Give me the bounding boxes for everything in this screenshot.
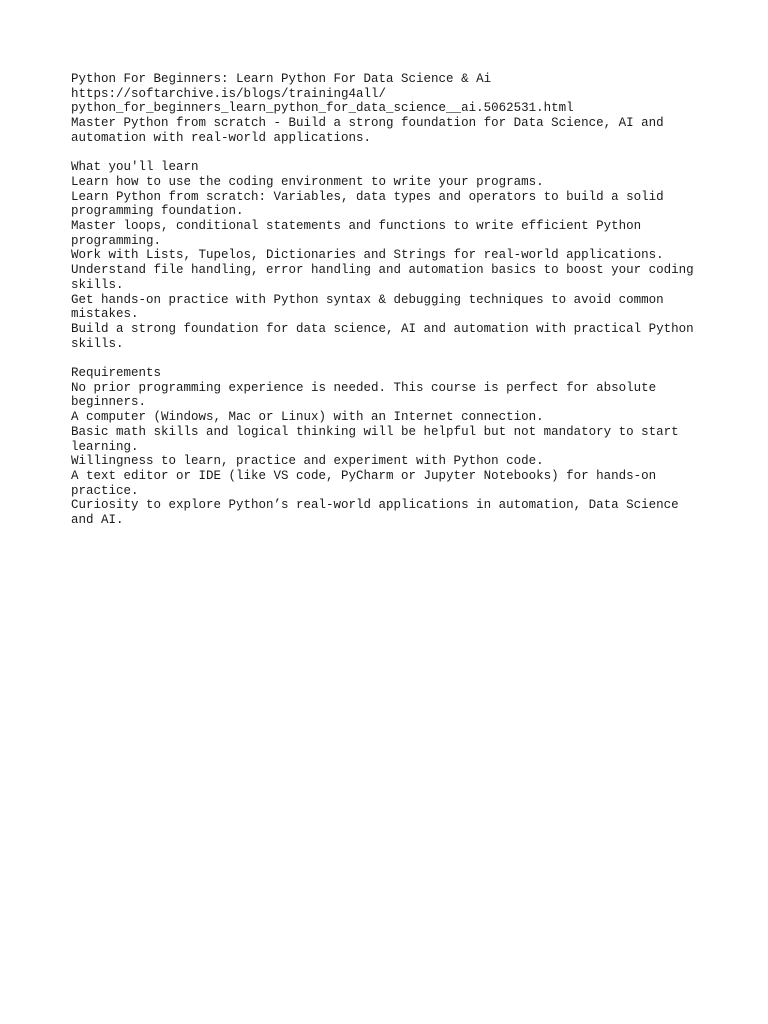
learn-item-line: Build a strong foundation for data science, AI and automation with practical Python (71, 321, 694, 336)
learn-item-line: skills. (71, 336, 124, 351)
requirements-heading: Requirements (71, 366, 162, 381)
paragraph-spacer (71, 146, 711, 161)
learn-item-line: Work with Lists, Tupelos, Dictionaries and Strings for real-world applications. (71, 248, 664, 263)
requirement-item-line: A computer (Windows, Mac or Linux) with an Internet connection. (71, 410, 544, 425)
paragraph-spacer (71, 351, 711, 366)
document-title: Python For Beginners: Learn Python For Data Science & Ai (71, 72, 492, 86)
requirement-item-line: A text editor or IDE (like VS code, PyCharm or Jupyter Notebooks) for hands-on (71, 468, 657, 483)
learn-item-line: Get hands-on practice with Python syntax & debugging techniques to avoid common (71, 292, 664, 307)
intro-text-line-1: Master Python from scratch - Build a strong foundation for Data Science, AI and (71, 116, 664, 131)
document-body (71, 72, 711, 528)
requirement-item-line: Willingness to learn, practice and experiment with Python code. (71, 454, 544, 469)
requirement-item-line: No prior programming experience is needed. This course is perfect for absolute (71, 380, 657, 395)
source-url-line-1: https://softarchive.is/blogs/training4all/ (71, 86, 387, 101)
requirement-item-line: learning. (71, 439, 139, 454)
learn-item-line: programming. (71, 233, 162, 248)
intro-text-line-2: automation with real-world applications. (71, 130, 372, 145)
requirement-item-line: beginners. (71, 395, 147, 410)
learn-item-line: Master loops, conditional statements and functions to write efficient Python (71, 219, 642, 234)
learn-item-line: Understand file handling, error handling and automation basics to boost your coding (71, 263, 694, 278)
learn-heading: What you'll learn (71, 160, 199, 175)
requirement-item-line: Curiosity to explore Python’s real-world applications in automation, Data Science (71, 498, 679, 513)
learn-item-line: skills. (71, 277, 124, 292)
requirement-item-line: and AI. (71, 513, 124, 528)
learn-item-line: Learn Python from scratch: Variables, data types and operators to build a solid (71, 189, 664, 204)
learn-item-line: mistakes. (71, 307, 139, 322)
learn-item-line: Learn how to use the coding environment to write your programs. (71, 174, 544, 189)
requirement-item-line: Basic math skills and logical thinking will be helpful but not mandatory to start (71, 424, 679, 439)
requirement-item-line: practice. (71, 483, 139, 498)
learn-item-line: programming foundation. (71, 204, 244, 219)
source-url-line-2: python_for_beginners_learn_python_for_data_science__ai.5062531.html (71, 101, 574, 116)
